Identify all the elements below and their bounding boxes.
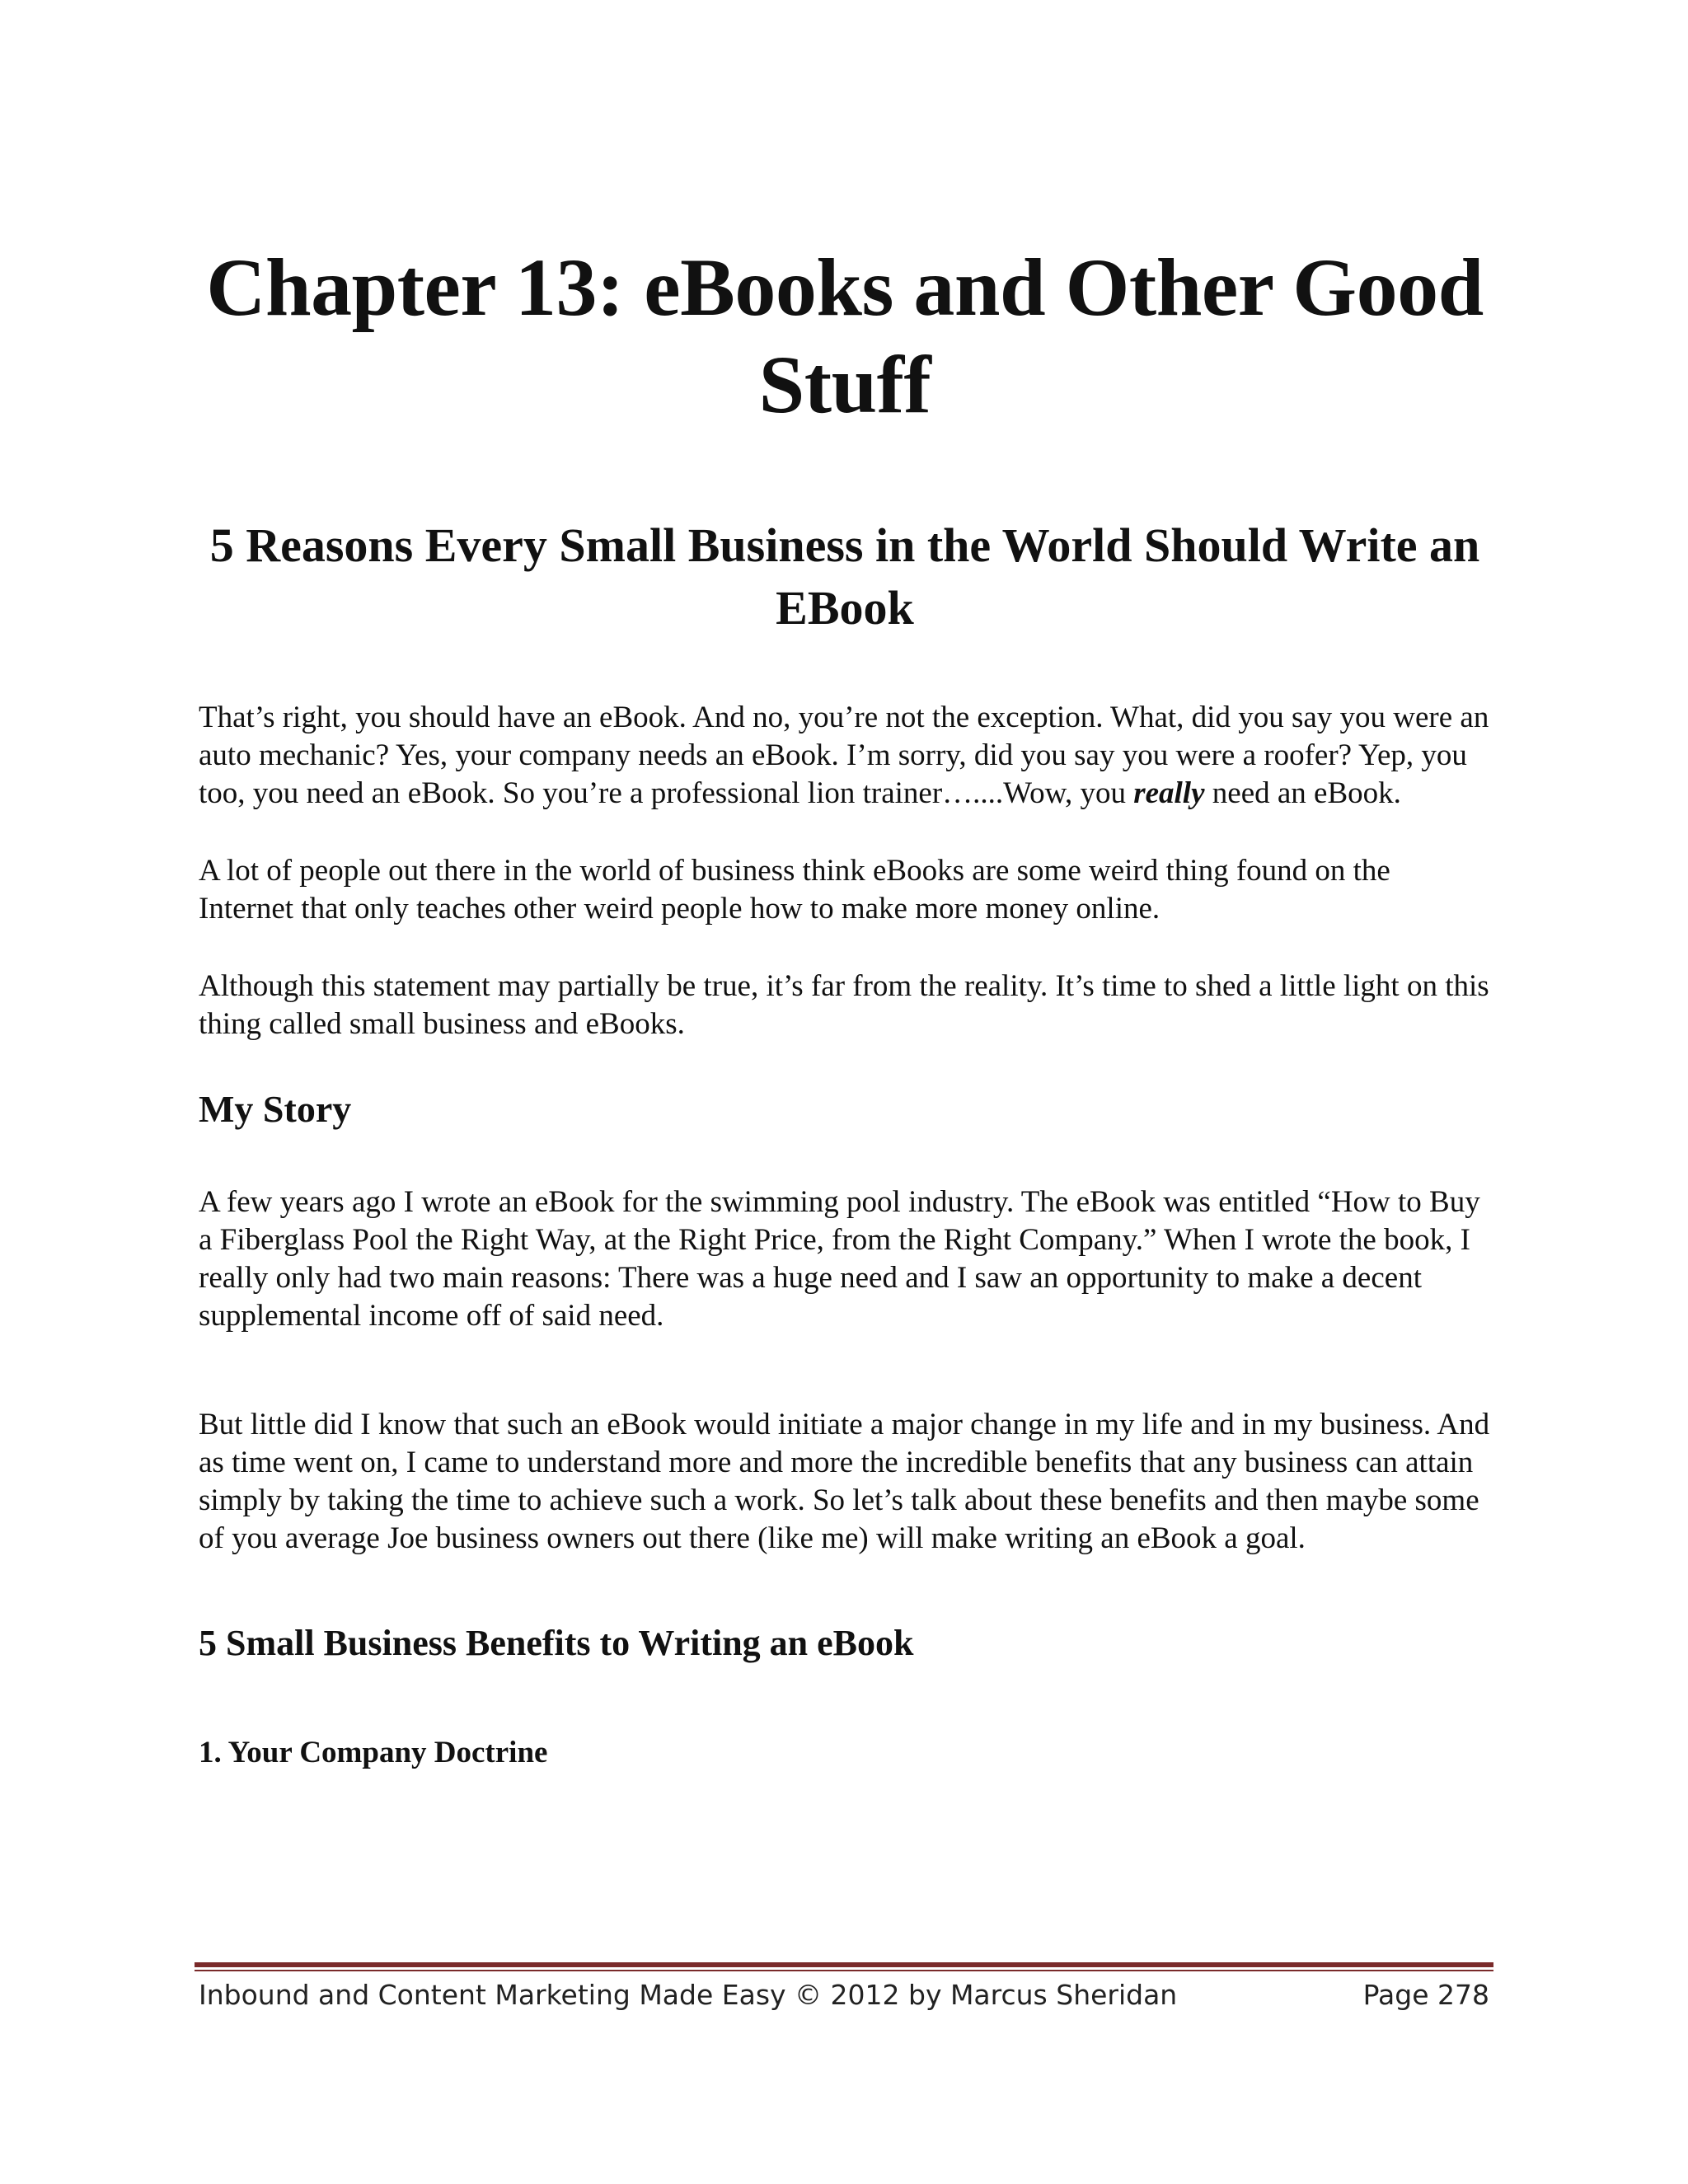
intro-paragraph-2: A lot of people out there in the world of business think eBooks are some weird thing found on the Internet that only teaches other weird people how to make more money online. bbox=[199, 854, 1390, 926]
benefits-heading: 5 Small Business Benefits to Writing an eBook bbox=[199, 1623, 914, 1663]
my-story-heading: My Story bbox=[199, 1088, 352, 1130]
story-paragraph-2: But little did I know that such an eBook would initiate a major change in my life and in my business. And as time went on, I came to understand more and more the incredible benefits that any business can attain simply by taking the time to achieve such a work. So let’s talk about these benefits and then maybe some of you average Joe business owners out there (like me) will make writing an eBook a goal. bbox=[199, 1408, 1490, 1555]
page-content bbox=[199, 239, 1491, 1772]
story-paragraph-1: A few years ago I wrote an eBook for the swimming pool industry. The eBook was entitled “How to Buy a Fiberglass Pool the Right Way, at the Right Price, from the Right Company.” When I wrote the book, I really only had two main reasons: There was a huge need and I saw an opportunity to make a decent supplemental income off of said need. bbox=[199, 1185, 1480, 1333]
intro-emphasis: really bbox=[1133, 776, 1205, 810]
intro-paragraph-1-tail: need an eBook. bbox=[1204, 776, 1401, 810]
footer-copyright: Inbound and Content Marketing Made Easy © 2012 by Marcus Sheridan bbox=[199, 1979, 1178, 2011]
footer-divider bbox=[195, 1962, 1493, 1972]
intro-paragraph-1-text: That’s right, you should have an eBook. And no, you’re not the exception. What, did you say you were an auto mechanic? Yes, your company needs an eBook. I’m sorry, did you say you were a roofer? Yep, you too, you need an eBook. So you’re a professional lion trainer…....Wow, you bbox=[199, 701, 1489, 810]
footer-divider-thick-line bbox=[195, 1962, 1493, 1967]
chapter-title: Chapter 13: eBooks and Other Good Stuff bbox=[206, 241, 1484, 430]
section-title: 5 Reasons Every Small Business in the World Should Write an EBook bbox=[209, 518, 1480, 635]
footer-divider-thin-line bbox=[195, 1970, 1493, 1971]
intro-paragraph-3: Although this statement may partially be true, it’s far from the reality. It’s time to shed a little light on this thing called small business and eBooks. bbox=[199, 969, 1489, 1041]
benefit-1-heading: 1. Your Company Doctrine bbox=[199, 1736, 548, 1769]
intro-paragraph-1 bbox=[199, 699, 1491, 813]
page-number: Page 278 bbox=[1362, 1979, 1489, 2011]
